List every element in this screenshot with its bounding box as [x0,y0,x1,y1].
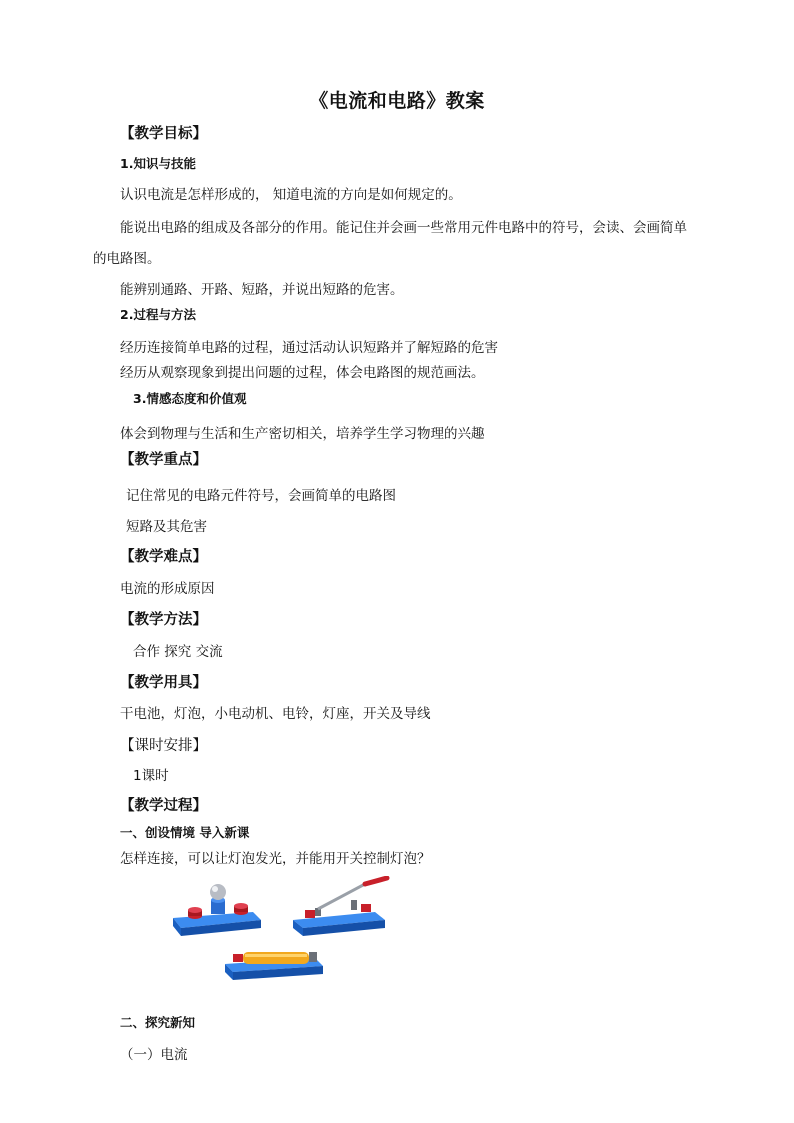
process-heading: 2.过程与方法 [120,307,196,322]
goals-heading: 【教学目标】 [120,126,207,142]
schedule-heading: 【课时安排】 [120,738,207,754]
knowledge-line-3: 能辨别通路、开路、短路，并说出短路的危害。 [120,282,404,298]
step2-sub: （一）电流 [120,1047,188,1063]
knowledge-heading: 1.知识与技能 [120,156,196,171]
key-line-2: 短路及其危害 [126,519,207,535]
key-line-1: 记住常见的电路元件符号，会画简单的电路图 [126,488,396,504]
difficulty-heading: 【教学难点】 [120,549,207,565]
tools-heading: 【教学用具】 [120,675,207,691]
lamp-holder-image [173,884,261,936]
schedule-line-1: 1课时 [133,768,169,784]
knowledge-line-2b: 的电路图。 [93,251,161,267]
step1-text: 怎样连接，可以让灯泡发光，并能用开关控制灯泡？ [120,851,431,867]
battery-image [225,952,323,980]
knowledge-line-1: 认识电流是怎样形成的， 知道电流的方向是如何规定的。 [120,187,462,203]
step1-heading: 一、创设情境 导入新课 [120,825,250,840]
process-line-1: 经历连接简单电路的过程，通过活动认识短路并了解短路的危害 [120,340,498,356]
step2-heading: 二、探究新知 [120,1015,196,1030]
page-title: 《电流和电路》教案 [309,90,485,112]
attitude-line-1: 体会到物理与生活和生产密切相关，培养学生学习物理的兴趣 [120,426,485,442]
difficulty-line-1: 电流的形成原因 [120,581,215,597]
process-line-2: 经历从观察现象到提出问题的过程，体会电路图的规范画法。 [120,365,485,381]
teaching-process-heading: 【教学过程】 [120,798,207,814]
method-heading: 【教学方法】 [120,612,207,628]
knowledge-line-2a: 能说出电路的组成及各部分的作用。能记住并会画一些常用元件电路中的符号，会读、会画简单 [120,220,687,236]
apparatus-figure [165,876,405,986]
key-heading: 【教学重点】 [120,452,207,468]
knife-switch-image [293,878,387,936]
method-line-1: 合作 探究 交流 [133,644,223,660]
tools-line-1: 干电池，灯泡，小电动机、电铃，灯座，开关及导线 [120,706,431,722]
attitude-heading: 3.情感态度和价值观 [133,391,247,406]
